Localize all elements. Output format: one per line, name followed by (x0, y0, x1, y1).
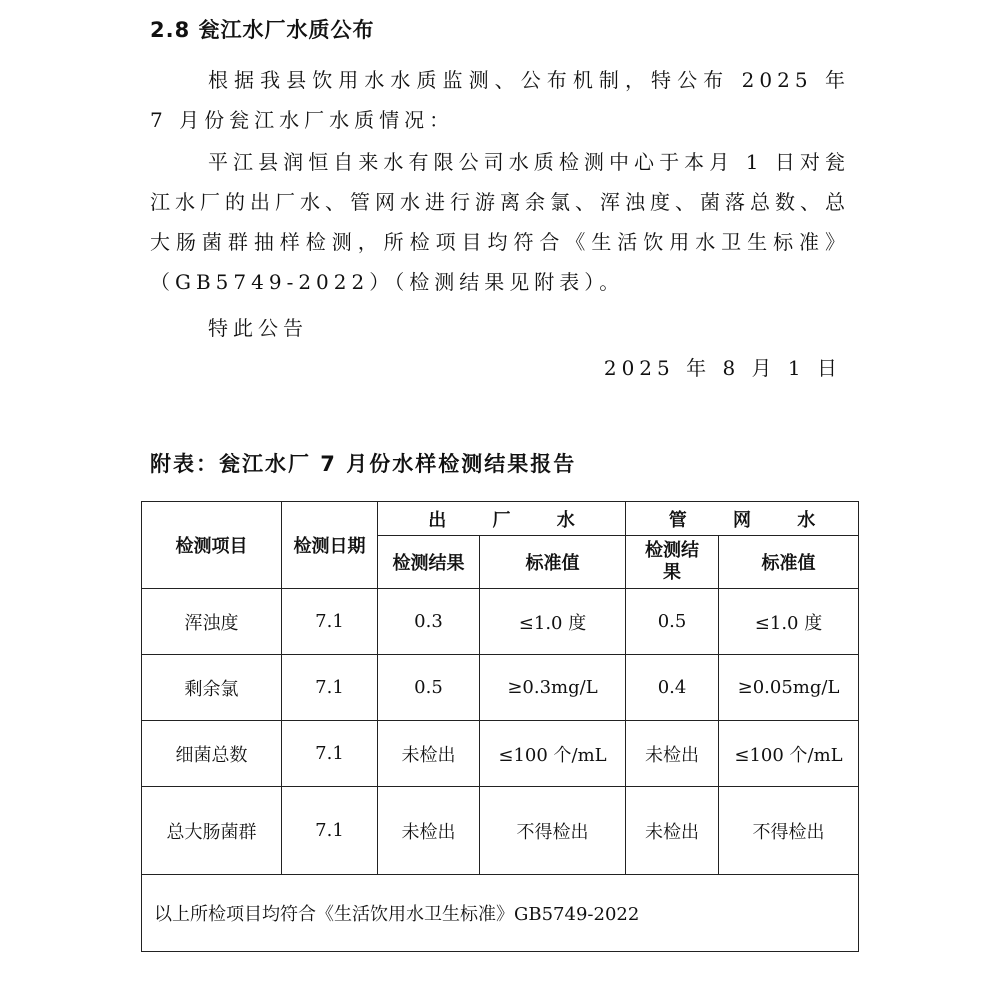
row-network-result: 0.5 (626, 589, 719, 655)
row-outlet-standard: ≤1.0 度 (480, 589, 626, 655)
row-outlet-result: 未检出 (378, 787, 480, 875)
header-item: 检测项目 (142, 502, 282, 589)
table-header-row (142, 502, 859, 536)
row-outlet-standard: 不得检出 (480, 787, 626, 875)
row-date: 7.1 (282, 721, 378, 787)
section-heading: 2.8 瓮江水厂水质公布 (150, 18, 375, 42)
row-network-result: 未检出 (626, 787, 719, 875)
row-outlet-standard: ≤100 个/mL (480, 721, 626, 787)
row-item: 细菌总数 (142, 721, 282, 787)
header-date: 检测日期 (282, 502, 378, 589)
row-item: 剩余氯 (142, 655, 282, 721)
table-footnote: 以上所检项目均符合《生活饮用水卫生标准》GB5749-2022 (142, 875, 859, 952)
row-outlet-result: 未检出 (378, 721, 480, 787)
header-outlet-water: 出 厂 水 (378, 502, 626, 536)
table-title: 附表：瓮江水厂 7 月份水样检测结果报告 (150, 452, 577, 476)
table-footnote-row (142, 875, 859, 952)
intro-paragraph: 根据我县饮用水水质监测、公布机制，特公布 2025 年 7 月份瓮江水厂水质情况： (150, 68, 850, 132)
row-network-standard: ≤1.0 度 (719, 589, 859, 655)
header-outlet-standard: 标准值 (480, 536, 626, 589)
table-row (142, 721, 859, 787)
table-row (142, 655, 859, 721)
row-network-result: 0.4 (626, 655, 719, 721)
row-outlet-standard: ≥0.3mg/L (480, 655, 626, 721)
row-outlet-result: 0.5 (378, 655, 480, 721)
results-table (141, 501, 859, 952)
header-outlet-result: 检测结果 (378, 536, 480, 589)
row-network-result: 未检出 (626, 721, 719, 787)
announcement-date: 2025 年 8 月 1 日 (603, 356, 842, 380)
row-date: 7.1 (282, 787, 378, 875)
header-network-result: 检测结 果 (626, 536, 719, 589)
header-network-water: 管 网 水 (626, 502, 859, 536)
detail-paragraph: 平江县润恒自来水有限公司水质检测中心于本月 1 日对瓮江水厂的出厂水、管网水进行游离余氯、浑浊度、菌落总数、总大肠菌群抽样检测，所检项目均符合《生活饮用水卫生标准》（GB5749-2022）（检测结果见附表）。 (150, 150, 850, 294)
row-date: 7.1 (282, 589, 378, 655)
row-network-standard: 不得检出 (719, 787, 859, 875)
row-item: 浑浊度 (142, 589, 282, 655)
row-date: 7.1 (282, 655, 378, 721)
row-network-standard: ≥0.05mg/L (719, 655, 859, 721)
header-network-standard: 标准值 (719, 536, 859, 589)
table-row (142, 787, 859, 875)
row-item: 总大肠菌群 (142, 787, 282, 875)
row-network-standard: ≤100 个/mL (719, 721, 859, 787)
closing-note: 特此公告 (208, 316, 308, 340)
row-outlet-result: 0.3 (378, 589, 480, 655)
table-row (142, 589, 859, 655)
